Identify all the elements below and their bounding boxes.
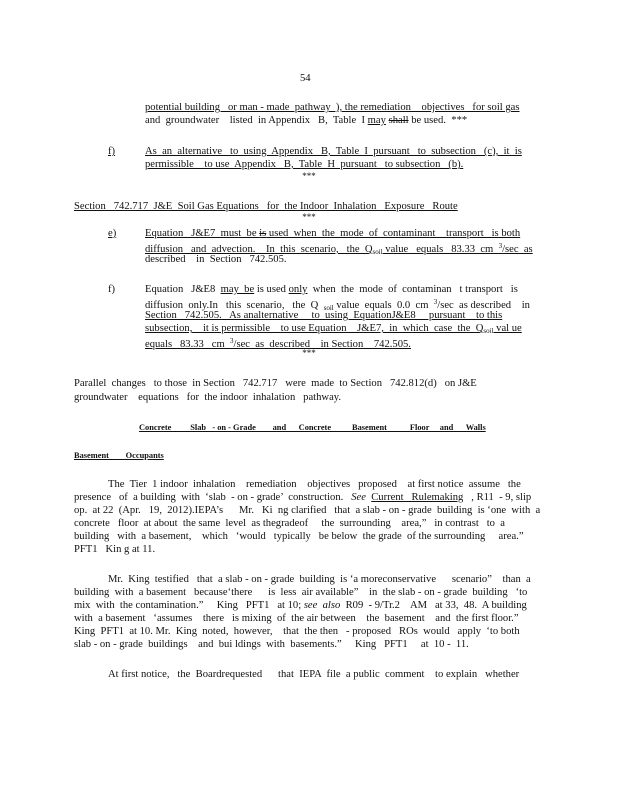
item-e-line2-b: value equals 83.33 cm: [382, 244, 499, 255]
para1-line2: [74, 491, 531, 504]
para2-line6: slab - on - grade buildings and bui ldings with basements.” King PFT1 at 10 - 11.: [74, 639, 469, 650]
para1-line5: building with a basement, which ‘would typically be below the grade of the surrounding area.”: [74, 531, 524, 542]
item-f2-line2-c: /sec as described in: [437, 300, 530, 311]
item-f2-may-be: may be: [220, 284, 255, 295]
subheading-line2: Basement Occupants: [74, 451, 164, 460]
para2-line4: with a basement ‘assumes there is mixing of the air between the basement and the first floor.”: [74, 613, 519, 624]
parallel-line2: groundwater equations for the indoor inhalation pathway.: [74, 392, 342, 403]
para1-line2-a: presence of a building with ‘slab - on - grade’ construction.: [74, 492, 352, 503]
section-heading: Section 742.717 J&E Soil Gas Equations for the Indoor Inhalation Exposure Route: [74, 201, 458, 212]
parallel-line1: Parallel changes to those in Section 742.717 were made to Section 742.812(d) on J&E: [74, 378, 477, 389]
item-f2-only: only: [288, 284, 308, 295]
section-stars: ***: [302, 212, 316, 222]
item-e-line3: described in Section 742.505.: [145, 254, 287, 265]
item-e-line1-a: Equation J&E7 must be: [145, 228, 260, 239]
para1-line4: concrete floor at about the same level as thegradeof the surrounding area,” in contrast to a: [74, 518, 505, 529]
item-e-subscript: soil: [372, 248, 383, 256]
para1-line1: The Tier 1 indoor inhalation remediation objectives proposed at first notice assume the: [108, 479, 521, 490]
item-f2-line5-superscript: 3: [230, 337, 234, 345]
block1-line2-text: and groundwater listed in Appendix B, Table I: [145, 115, 368, 126]
item-f2-line2-a: diffusion only.In this scenario, the Q: [145, 300, 324, 311]
item-f2-line5-b: /sec as described in Section 742.505.: [233, 339, 411, 350]
item-e-label: e): [108, 228, 117, 239]
item-f2-subscript: soil: [323, 304, 334, 312]
para1-line6: PFT1 Kin g at 11.: [74, 544, 156, 555]
item-e-superscript: 3: [498, 242, 503, 250]
block1-stars: ***: [451, 115, 468, 126]
item-f1-stars: ***: [302, 171, 316, 181]
item-e-line2-a: diffusion and advection. In this scenario, the Q: [145, 244, 373, 255]
para2-line1: Mr. King testified that a slab - on - grade building is ‘a moreconservative scenario” than a: [108, 574, 531, 585]
item-f2-line1-b: is used: [254, 284, 289, 295]
item-f2-stars: ***: [302, 348, 316, 358]
subheading-line1: Concrete Slab - on - Grade and Concrete Basement Floor and Walls: [139, 423, 486, 432]
para1-line2-c: , R11 - 9, slip: [463, 492, 532, 503]
item-f2-line4-subscript: soil: [483, 327, 494, 335]
deleted-shall: shall: [388, 115, 409, 126]
item-f2-line3: Section 742.505. As analternative to using EquationJ&E8 pursuant to this: [145, 310, 503, 321]
item-f2-line4-b: val ue: [493, 323, 522, 334]
item-f2-line4-a: subsection, it is permissible to use Equation J&E7, in which case the Q: [145, 323, 484, 334]
item-f2-line1-c: when the mode of contaminan t transport is: [307, 284, 518, 295]
item-f2-line2-b: value equals 0.0 cm: [333, 300, 434, 311]
block1-line1: potential building or man - made pathway ), the remediation objectives for soil gas: [145, 102, 520, 113]
page-number: 54: [300, 73, 311, 84]
item-f2-line1-a: Equation J&E8: [145, 284, 221, 295]
item-f2-line5-a: equals 83.33 cm: [145, 339, 231, 350]
para2-line3: [74, 599, 527, 612]
item-e-line2-c: /sec as: [502, 244, 533, 255]
para3-line1: At first notice, the Boardrequested that IEPA file a public comment to explain whether: [108, 669, 520, 680]
para2-line3-b: R09 - 9/Tr.2 AM at 33, 48. A building: [340, 600, 527, 611]
inserted-may: may: [367, 115, 386, 126]
item-e-line1: [145, 227, 520, 240]
item-f1-label: f): [108, 146, 116, 157]
item-e-line1-b: used when the mode of contaminant transport is both: [266, 228, 521, 239]
item-f1-line1: As an alternative to using Appendix B, Table I pursuant to subsection (c), it is: [145, 146, 522, 157]
item-f2-superscript: 3: [433, 298, 438, 306]
item-f2-line1: [145, 283, 518, 296]
item-f2-label: f): [108, 284, 116, 295]
para1-see: See: [351, 492, 366, 503]
para1-line3: op. at 22 (Apr. 19, 2012).IEPA’s Mr. Ki ng clarified that a slab - on - grade building is ‘one with a: [74, 505, 541, 516]
para2-line5: King PFT1 at 10. Mr. King noted, however, that the then - proposed ROs would apply ‘to both: [74, 626, 520, 637]
para2-see-also: see also: [303, 600, 341, 611]
para2-line2: building with a basement because‘there is less air available” in the slab - on - grade building ‘to: [74, 587, 528, 598]
item-e-struck-is: is: [259, 228, 267, 239]
block1-line2-end: be used.: [408, 115, 446, 126]
para2-line3-a: mix with the contamination.” King PFT1 at 10;: [74, 600, 304, 611]
para1-current-rulemaking: Current Rulemaking: [371, 492, 464, 503]
item-f1-line2: permissible to use Appendix B, Table H pursuant to subsection (b).: [145, 159, 464, 170]
block1-line2: [145, 114, 467, 127]
